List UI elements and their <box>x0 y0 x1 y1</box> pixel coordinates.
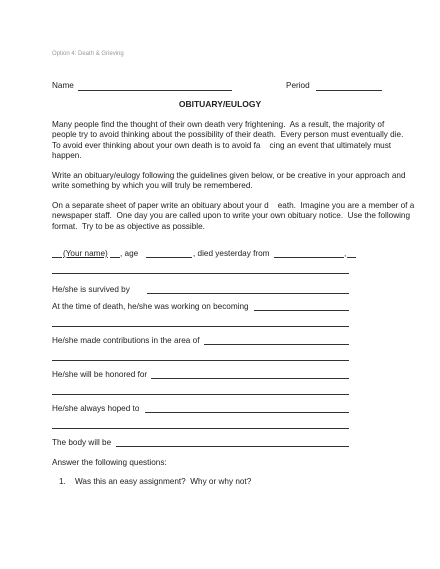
body-field[interactable] <box>116 446 349 447</box>
period-label: Period <box>286 81 310 90</box>
hoped-label: He/she always hoped to <box>52 404 140 413</box>
age-field[interactable] <box>146 257 192 258</box>
comma-separator: , <box>344 249 347 258</box>
cause-extra-field[interactable] <box>347 257 356 258</box>
died-label: , died yesterday from <box>193 249 270 258</box>
honored-field[interactable] <box>151 378 349 379</box>
name-prefix-line <box>52 257 62 258</box>
honored-label: He/she will be honored for <box>52 370 148 379</box>
period-field[interactable] <box>316 90 382 91</box>
working-label: At the time of death, he/she was working on becoming <box>52 302 249 311</box>
hoped-continuation-line[interactable] <box>52 428 349 429</box>
paragraph-line: people try to avoid thinking about the possibility of their death. Every person must eventually die. <box>52 130 404 140</box>
paragraph-line: Many people find the thought of their own death very frightening. As a result, the majority of <box>52 120 385 129</box>
survived-field[interactable] <box>147 293 349 294</box>
question-text: Was this an easy assignment? Why or why not? <box>75 477 252 486</box>
working-field[interactable] <box>254 310 349 311</box>
contributions-continuation-line[interactable] <box>52 360 349 361</box>
paragraph-line: newspaper staff. One day you are called upon to write your own obituary notice. Use the following <box>52 211 411 221</box>
honored-continuation-line[interactable] <box>52 394 349 395</box>
paragraph-line: happen. <box>52 150 82 160</box>
cause-continuation-line[interactable] <box>52 273 349 274</box>
working-continuation-line[interactable] <box>52 326 349 327</box>
instructions-paragraph <box>52 171 406 192</box>
questions-intro: Answer the following questions: <box>52 458 167 467</box>
contributions-field[interactable] <box>204 344 349 345</box>
cause-field[interactable] <box>274 257 344 258</box>
format-paragraph <box>52 201 415 232</box>
header-option-text: Option 4: Death & Grieving <box>52 51 124 57</box>
name-suffix-line <box>110 257 120 258</box>
intro-paragraph <box>52 120 404 161</box>
paragraph-line: To avoid ever thinking about your own death is to avoid fa cing an event that ultimately must <box>52 140 392 150</box>
question-number: 1. <box>59 477 66 486</box>
body-label: The body will be <box>52 438 112 447</box>
paragraph-line: Write an obituary/eulogy following the guidelines given below, or be creative in your approach and <box>52 171 406 180</box>
survived-label: He/she is survived by <box>52 285 130 294</box>
hoped-field[interactable] <box>145 412 349 413</box>
page-title: OBITUARY/EULOGY <box>178 99 262 109</box>
contributions-label: He/she made contributions in the area of <box>52 336 200 345</box>
paragraph-line: write something by which you will truly be remembered. <box>52 181 253 191</box>
name-label: Name <box>52 81 74 90</box>
age-label: , age <box>120 249 139 258</box>
paragraph-line: format. Try to be as objective as possible. <box>52 221 205 231</box>
name-field[interactable] <box>78 90 232 91</box>
your-name-placeholder: (Your name) <box>63 249 108 258</box>
paragraph-line: On a separate sheet of paper write an obituary about your d eath. Imagine you are a member of a <box>52 201 415 210</box>
